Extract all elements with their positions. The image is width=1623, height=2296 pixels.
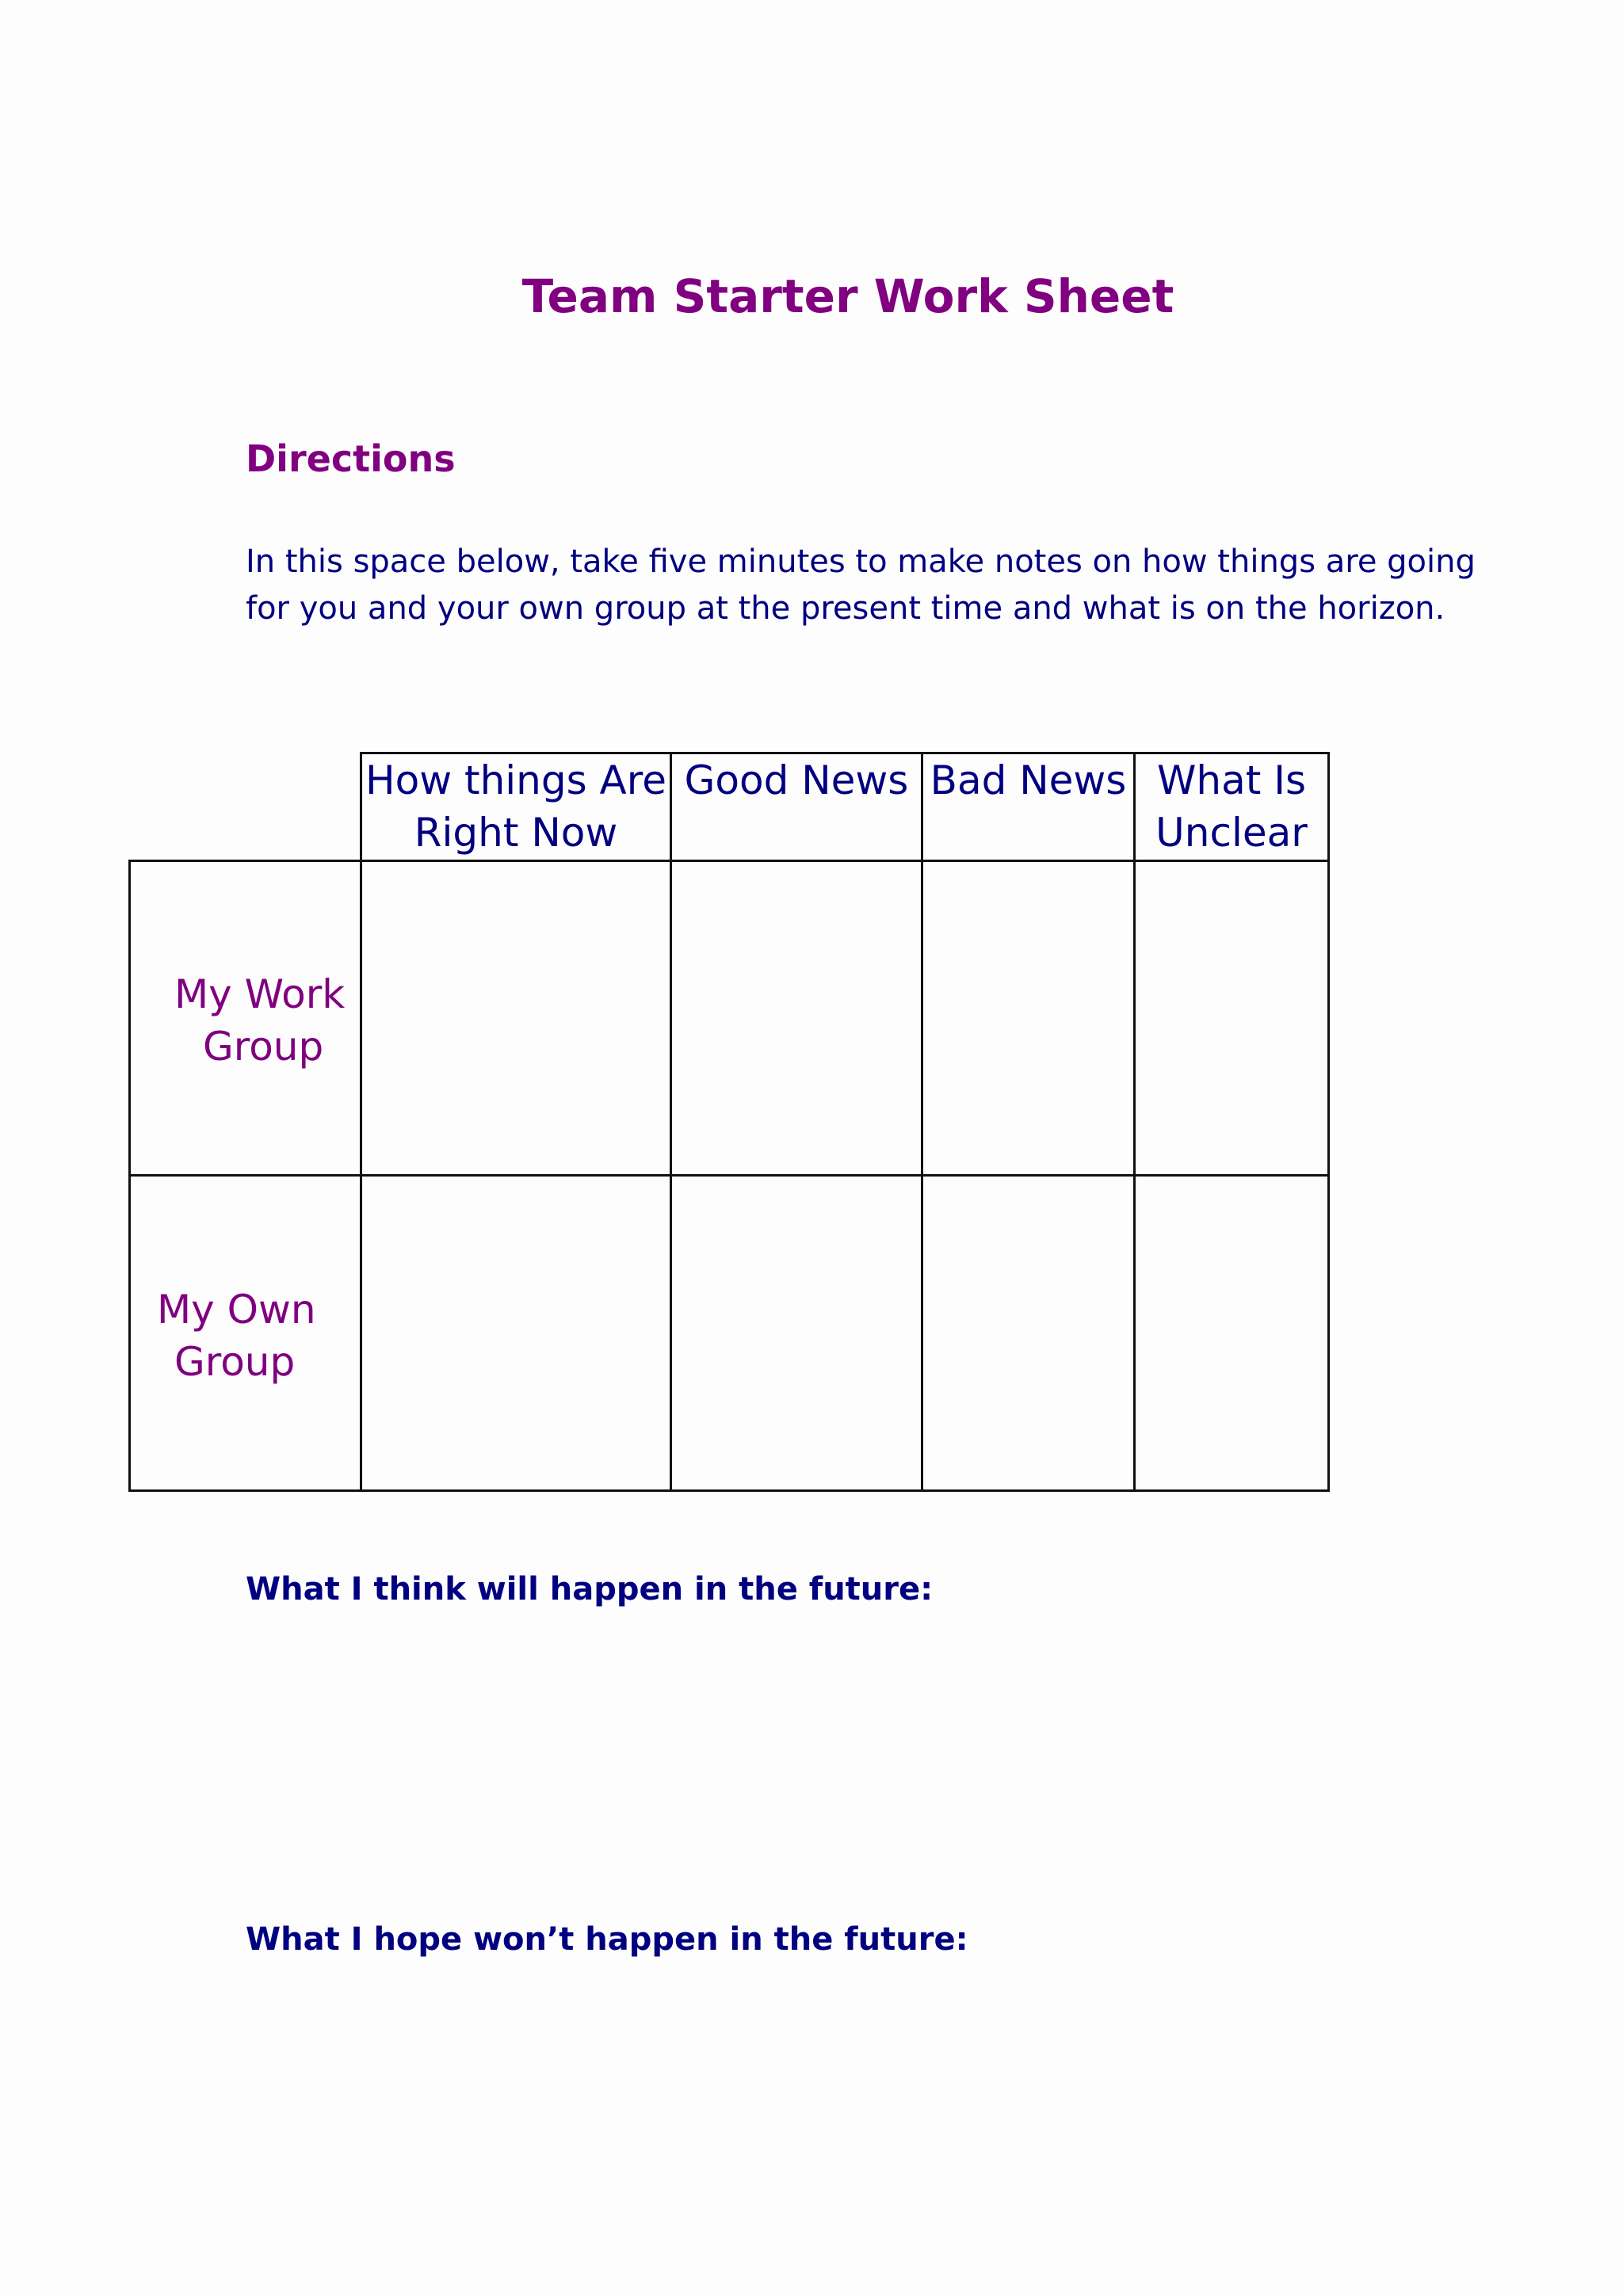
- table-cell-work-group-unclear[interactable]: [1136, 862, 1327, 1174]
- row-label-line: My Own: [157, 1287, 316, 1333]
- row-label-line: Group: [174, 1339, 296, 1385]
- column-header-good-news: [672, 754, 921, 807]
- table-cell-work-group-bad-news[interactable]: [923, 862, 1133, 1174]
- page-title: Team Starter Work Sheet: [521, 269, 1174, 323]
- column-header-current: [362, 754, 670, 859]
- row-label-line: Group: [203, 1024, 324, 1070]
- column-header-line: Good News: [684, 757, 909, 803]
- column-header-line: Right Now: [414, 810, 618, 856]
- directions-heading: Directions: [246, 437, 456, 480]
- row-label-work-group: [174, 968, 357, 1073]
- column-header-line: Unclear: [1155, 810, 1308, 856]
- column-header-unclear: [1136, 754, 1327, 859]
- table-border-left: [128, 860, 131, 1492]
- table-cell-own-group-bad-news[interactable]: [923, 1177, 1133, 1489]
- row-label-line: My Work: [174, 971, 346, 1017]
- table-cell-own-group-unclear[interactable]: [1136, 1177, 1327, 1489]
- prompt-future-think: What I think will happen in the future:: [246, 1571, 934, 1608]
- row-label-own-group: [157, 1283, 355, 1388]
- answer-area-future-hope[interactable]: [246, 1974, 1434, 2244]
- table-cell-own-group-good-news[interactable]: [672, 1177, 921, 1489]
- directions-text-line-2: for you and your own group at the present time and what is on the horizon.: [246, 590, 1445, 627]
- table-border-right: [1327, 752, 1330, 1492]
- answer-area-future-think[interactable]: [246, 1624, 1434, 1894]
- column-header-line: Bad News: [930, 757, 1127, 803]
- table-cell-own-group-current[interactable]: [362, 1177, 670, 1489]
- table-cell-work-group-current[interactable]: [362, 862, 670, 1174]
- prompt-future-hope: What I hope won’t happen in the future:: [246, 1921, 968, 1958]
- column-header-bad-news: [923, 754, 1133, 807]
- column-header-line: What Is: [1156, 757, 1307, 803]
- table-cell-work-group-good-news[interactable]: [672, 862, 921, 1174]
- directions-text-line-1: In this space below, take five minutes to make notes on how things are going: [246, 543, 1476, 580]
- table-border-bottom: [128, 1489, 1330, 1492]
- column-header-line: How things Are: [365, 757, 666, 803]
